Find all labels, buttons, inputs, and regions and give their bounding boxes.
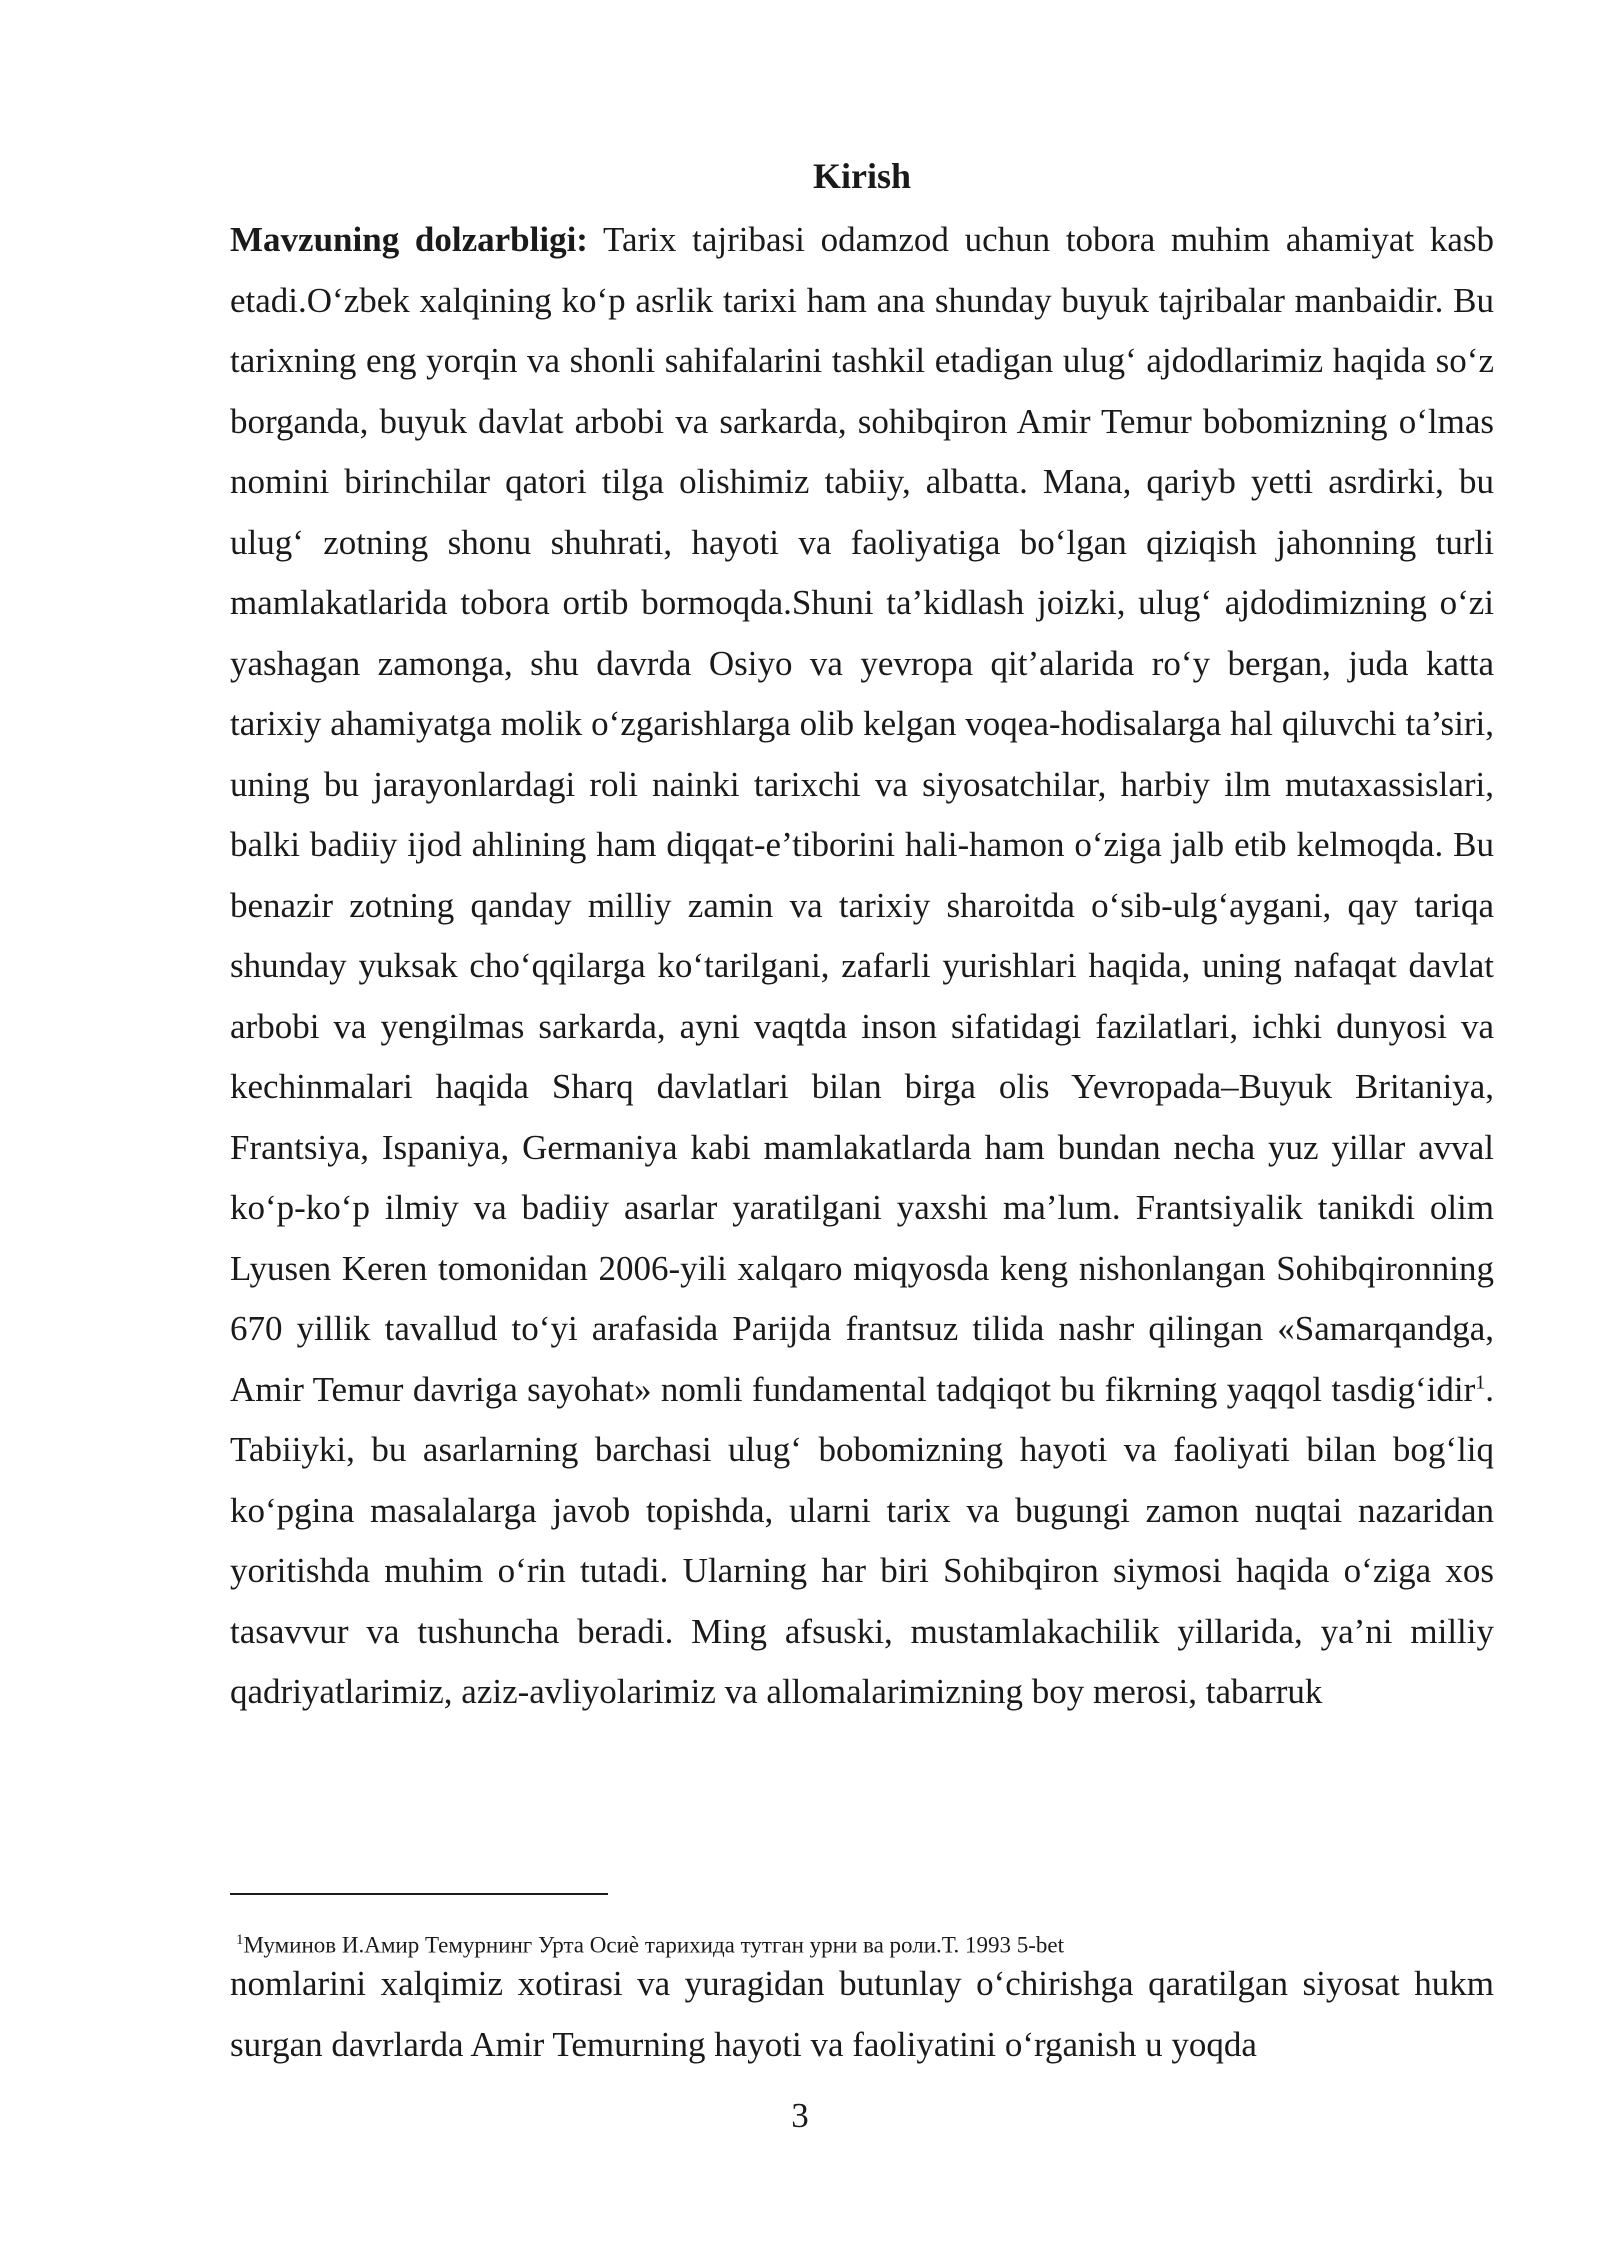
section-lead-label: Mavzuning dolzarbligi: [230,220,588,259]
footnote-reference[interactable]: 1 [1475,1370,1486,1393]
body-paragraph [230,210,1494,1723]
page-number: 3 [791,2096,809,2135]
page-content [230,150,1494,1723]
body-text-part2: . Tabiiyki, bu asarlarning barchasi ulug‘ bobomizning hayoti va faoliyati bilan bog‘liq ko‘pgina masalalarga javob topishda, ularni tarix va bugungi zamon nuqtai nazaridan yoritishda muhim o‘rin tutadi. Ularning har biri Sohibqiron siymosi haqida o‘ziga xos tasavvur va tushuncha beradi. Ming afsuski, mustamlakachilik yillarida, ya’ni milliy qadriyatlarimiz, aziz-avliyolarimiz va allomalarimizning boy merosi, tabarruk [230,1369,1494,1711]
page-title: Kirish [812,156,911,196]
body-text-part1: Tarix tajribasi odamzod uchun tobora muhim ahamiyat kasb etadi.O‘zbek xalqining ko‘p asrlik tarixi ham ana shunday buyuk tajribalar manbaidir. Bu tarixning eng yorqin va shonli sahifalarini tashkil etadigan ulug‘ ajdodlarimiz haqida so‘z borganda, buyuk davlat arbobi va sarkarda, sohibqiron Amir Temur bobomizning o‘lmas nomini birinchilar qatori tilga olishimiz tabiiy, albatta. Mana, qariyb yetti asrdirki, bu ulug‘ zotning shonu shuhrati, hayoti va faoliyatiga bo‘lgan qiziqish jahonning turli mamlakatlarida tobora ortib bormoqda.Shuni ta’kidlash joizki, ulug‘ ajdodimizning o‘zi yashagan zamonga, shu davrda Osiyo va yevropa qit’alarida ro‘y bergan, juda katta tarixiy ahamiyatga molik o‘zgarishlarga olib kelgan voqea-hodisalarga hal qiluvchi ta’siri, uning bu jarayonlardagi roli nainki tarixchi va siyosatchilar, harbiy ilm mutaxassislari, balki badiiy ijod ahlining ham diqqat-e’tiborini hali-hamon o‘ziga jalb etib kelmoqda. Bu benazir zotning qanday milliy zamin va tarixiy sharoitda o‘sib-ulg‘aygani, qay tariqa shunday yuksak cho‘qqilarga ko‘tarilgani, zafarli yurishlari haqida, uning nafaqat davlat arbobi va yengilmas sarkarda, ayni vaqtda inson sifatidagi fazilatlari, ichki dunyosi va kechinmalari haqida Sharq davlatlari bilan birga olis Yevropada–Buyuk Britaniya, Frantsiya, Ispaniya, Germaniya kabi mamlakatlarda ham bundan necha yuz yillar avval ko‘p-ko‘p ilmiy va badiiy asarlar yaratilgani yaxshi ma’lum. Frantsiyalik tanikdi olim Lyusen Keren tomonidan 2006-yili xalqaro miqyosda keng nishonlangan Sohibqironning 670 yillik tavallud to‘yi arafasida Parijda frantsuz tilida nashr qilingan «Samarqandga, Amir Temur davriga sayohat» nomli fundamental tadqiqot bu fikrning yaqqol tasdig‘idir [230,220,1494,1409]
footnote-text: Муминов И.Амир Темурнинг Урта Осиѐ тарихида тутган урни ва роли.Т. 1993 5-bet [243,1932,1065,1958]
continuation-paragraph: nomlarini xalqimiz xotirasi va yuragidan butunlay o‘chirishga qaratilgan siyosat hukm surgan davrlarda Amir Temurning hayoti va faoliyatini o‘rganish u yoqda [230,1964,1494,2064]
footnote-marker: 1 [236,1932,244,1948]
footnote-separator [230,1893,608,1895]
